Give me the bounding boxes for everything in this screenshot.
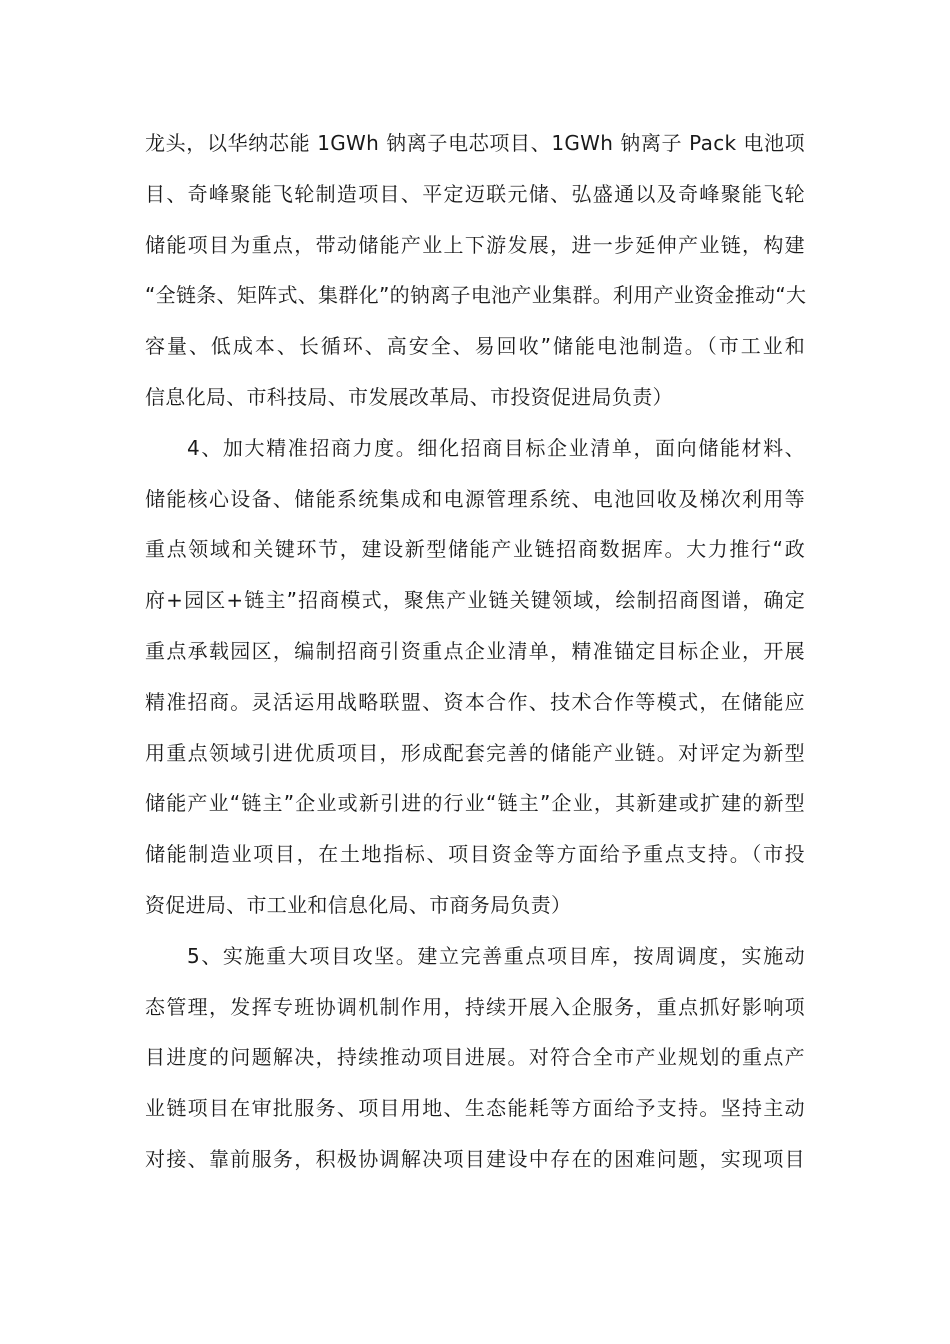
text-line: 4、加大精准招商力度。细化招商目标企业清单，面向储能材料、 [187, 435, 805, 460]
text-line: 储能核心设备、储能系统集成和电源管理系统、电池回收及梯次利用等 [145, 486, 805, 511]
text-line: 重点承载园区，编制招商引资重点企业清单，精准锚定目标企业，开展 [145, 638, 805, 663]
text-line: 业链项目在审批服务、项目用地、生态能耗等方面给予支持。坚持主动 [145, 1096, 805, 1121]
text-line: 储能项目为重点，带动储能产业上下游发展，进一步延伸产业链，构建 [145, 232, 805, 257]
text-line: 容量、低成本、长循环、高安全、易回收”储能电池制造。（市工业和 [145, 334, 805, 359]
text-line: 目进度的问题解决，持续推动项目进展。对符合全市产业规划的重点产 [145, 1045, 805, 1070]
text-line: 信息化局、市科技局、市发展改革局、市投资促进局负责） [145, 384, 673, 409]
text-line: 资促进局、市工业和信息化局、市商务局负责） [145, 892, 572, 917]
text-line: 用重点领域引进优质项目，形成配套完善的储能产业链。对评定为新型 [145, 740, 805, 765]
text-line: 储能产业“链主”企业或新引进的行业“链主”企业，其新建或扩建的新型 [145, 791, 805, 816]
text-line: 目、奇峰聚能飞轮制造项目、平定迈联元储、弘盛通以及奇峰聚能飞轮 [145, 181, 805, 206]
document-body [145, 118, 805, 1185]
text-line: 储能制造业项目，在土地指标、项目资金等方面给予重点支持。（市投 [145, 842, 805, 867]
text-line: 重点领域和关键环节，建设新型储能产业链招商数据库。大力推行“政 [145, 537, 805, 562]
text-line: 龙头，以华纳芯能 1GWh 钠离子电芯项目、1GWh 钠离子 Pack 电池项 [145, 131, 805, 155]
text-line: 态管理，发挥专班协调机制作用，持续开展入企服务，重点抓好影响项 [145, 994, 805, 1019]
text-line: 府+园区+链主”招商模式，聚焦产业链关键领域，绘制招商图谱，确定 [145, 588, 805, 613]
text-line: 对接、靠前服务，积极协调解决项目建设中存在的困难问题，实现项目 [145, 1146, 805, 1171]
text-line: “全链条、矩阵式、集群化”的钠离子电池产业集群。利用产业资金推动“大 [145, 283, 807, 308]
text-line: 5、实施重大项目攻坚。建立完善重点项目库，按周调度，实施动 [187, 943, 805, 968]
text-line: 精准招商。灵活运用战略联盟、资本合作、技术合作等模式，在储能应 [145, 689, 805, 714]
